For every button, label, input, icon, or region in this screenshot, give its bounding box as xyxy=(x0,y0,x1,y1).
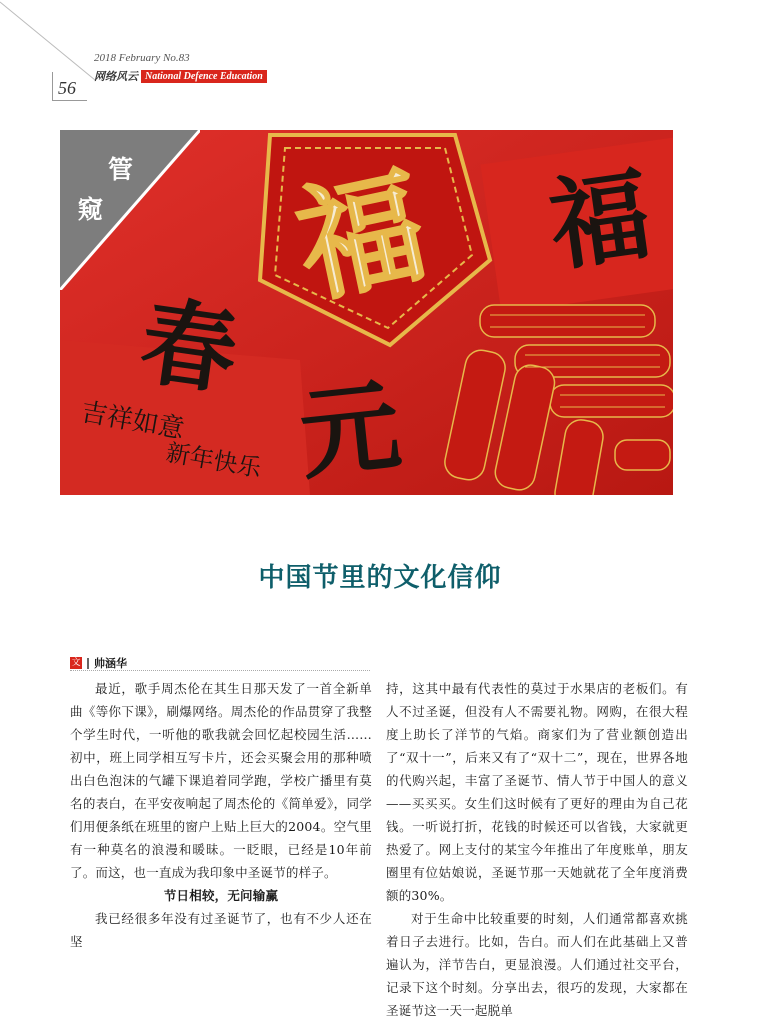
subheading: 节日相较，无问输赢 xyxy=(163,888,279,903)
issue-label: 2018 February No.83 xyxy=(94,52,190,64)
article-column-left xyxy=(70,677,372,953)
couplet-text-2: 新年快乐 xyxy=(163,438,264,483)
section-header xyxy=(94,68,267,84)
paragraph: 最近，歌手周杰伦在其生日那天发了一首全新单曲《等你下课》，刷爆网络。周杰伦的作品贯穿了我整个学生时代，一听他的歌我就会回忆起校园生活……初中，班上同学相互写卡片，还会买聚会用的那种喷出白色泡沫的气罐下课追着同学跑，学校广播里有莫名的表白，在平安夜响起了周杰伦的《简单爱》，同学们用便条纸在班里的窗户上贴上巨大的2004。空气里有一种莫名的浪漫和暖昧。一眨眼，已经是10年前了。而这，也一直成为我印象中圣诞节的样子。 xyxy=(70,681,372,880)
paragraph: 持，这其中最有代表性的莫过于水果店的老板们。有人不过圣诞，但没有人不需要礼物。网购，在很大程度上助长了洋节的气焰。商家们为了营业额创造出了“双十一”，后来又有了“双十二”，现在，世界各地的代购兴起，丰富了圣诞节、情人节于中国人的意义——买买买。女生们这时候有了更好的理由为自己花钱。一听说打折，花钱的时候还可以省钱，大家就更热爱了。网上支付的某宝今年推出了年度账单，朋友圈里有位姑娘说，圣诞节那一天她就花了全年度消费额的30%。 xyxy=(386,681,688,903)
section-name-cn: 网络风云 xyxy=(94,70,138,83)
yuan-character: 元 xyxy=(294,366,406,494)
byline-rule xyxy=(70,670,370,671)
article-column-right xyxy=(386,677,688,1022)
paragraph: 我已经很多年没有过圣诞节了，也有不少人还在坚 xyxy=(70,911,372,949)
page-number: 56 xyxy=(58,78,76,98)
paragraph: 对于生命中比较重要的时刻，人们通常都喜欢挑着日子去进行。比如，告白。而人们在此基础上又普遍认为，洋节告白，更显浪漫。人们通过社交平台，记录下这个时刻。分享出去，很巧的发现，大家都在圣诞节这一天一起脱单 xyxy=(386,911,688,1018)
author-mark: 文 xyxy=(71,658,81,668)
article-title: 中国节里的文化信仰 xyxy=(258,563,502,593)
section-name-en: National Defence Education xyxy=(141,70,267,83)
column-tag-char-2: 窥 xyxy=(78,195,104,224)
second-fu-character: 福 xyxy=(542,154,658,286)
author-name: 帅涵华 xyxy=(94,657,127,670)
byline xyxy=(70,655,127,671)
byline-separator xyxy=(87,658,89,669)
couplet-text-1: 吉祥如意 xyxy=(78,397,187,445)
fu-character: 福 xyxy=(285,152,438,322)
chun-character: 春 xyxy=(134,285,244,409)
column-tag-char-1: 管 xyxy=(108,155,134,184)
